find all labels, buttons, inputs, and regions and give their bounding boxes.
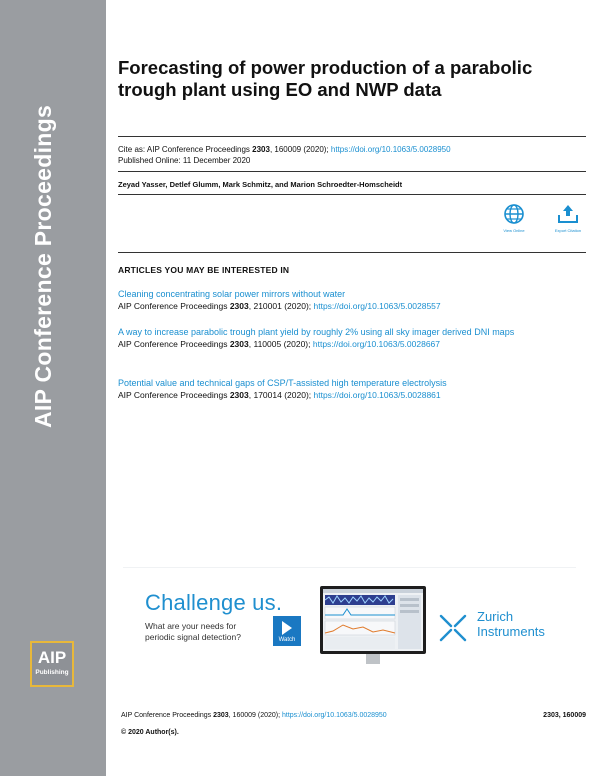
footer-copyright: © 2020 Author(s). [121,729,179,736]
related-heading: ARTICLES YOU MAY BE INTERESTED IN [118,265,290,275]
brand-line: Zurich [477,609,514,624]
related-article-citation [118,300,586,312]
ad-subtext-line: periodic signal detection? [145,632,241,642]
related-doi-link[interactable]: https://doi.org/10.1063/5.0028557 [313,301,441,311]
ad-subtext-line: What are your needs for [145,621,237,631]
logo-text-publishing: Publishing [35,669,69,676]
article-doi-link[interactable]: https://doi.org/10.1063/5.0028950 [330,145,451,154]
related-article-title-link[interactable]: Cleaning concentrating solar power mirrors without water [118,289,346,299]
zurich-instruments-logo-icon [438,613,468,643]
related-volume: 2303 [229,390,249,400]
view-online-label: View Online [503,228,525,233]
sidebar [0,0,106,776]
cite-volume: 2303 [252,145,270,154]
footer-rest: , 160009 (2020); [228,712,282,719]
globe-icon [503,203,525,225]
ad-headline: Challenge us. [145,590,283,615]
author-list: Zeyad Yasser, Detlef Glumm, Mark Schmitz, and Marion Schroedter-Homscheidt [118,180,403,189]
aip-publishing-logo[interactable] [30,641,74,687]
zurich-instruments-wordmark [477,609,545,639]
brand-line: Instruments [477,624,545,639]
citation-line [118,144,451,155]
export-icon [557,203,579,225]
related-article-title-link[interactable]: Potential value and technical gaps of CSP/T-assisted high temperature electrolysis [118,378,447,388]
related-volume: 2303 [229,301,249,311]
ad-subtext [145,621,241,643]
watch-button[interactable] [273,616,301,646]
title-divider [118,136,586,137]
logo-text-aip: AIP [37,648,67,667]
related-article [118,377,586,401]
related-divider [118,252,586,253]
export-citation-label: Export Citation [554,228,582,233]
related-article-title-link[interactable]: A way to increase parabolic trough plant yield by roughly 2% using all sky imager derived DNI maps [118,327,515,337]
article-title: Forecasting of power production of a parabolic trough plant using EO and NWP data [118,57,533,100]
related-rest: , 170014 (2020); [248,390,314,400]
footer-volume: 2303 [213,712,229,719]
related-rest: , 210001 (2020); [248,301,314,311]
footer-citation [121,712,387,719]
advertisement-banner[interactable] [123,567,576,661]
footer-page-number: , 160009 [558,712,586,719]
cite-prefix: Cite as: AIP Conference Proceedings [118,145,253,154]
related-volume: 2303 [229,339,249,349]
related-journal: AIP Conference Proceedings [118,339,230,349]
related-article [118,326,586,350]
related-journal: AIP Conference Proceedings [118,390,230,400]
related-doi-link[interactable]: https://doi.org/10.1063/5.0028861 [313,390,441,400]
watch-label: Watch [278,637,296,643]
published-date: Published Online: 11 December 2020 [118,156,251,165]
instrument-screen [323,589,423,651]
view-online-button[interactable] [496,203,532,234]
related-article [118,288,586,312]
related-journal: AIP Conference Proceedings [118,301,230,311]
authors-divider [118,194,586,195]
related-rest: , 110005 (2020); [248,339,313,349]
export-citation-button[interactable] [550,203,586,234]
related-doi-link[interactable]: https://doi.org/10.1063/5.0028667 [312,339,441,349]
related-article-citation [118,389,586,401]
play-icon [282,621,292,635]
footer-page-volume: 2303 [543,712,559,719]
footer-journal: AIP Conference Proceedings [121,712,214,719]
citation-divider [118,171,586,172]
related-article-citation [118,338,586,350]
footer-page-id [543,712,586,719]
footer-doi-link[interactable]: https://doi.org/10.1063/5.0028950 [282,712,387,719]
monitor-illustration [320,586,426,654]
journal-name: AIP Conference Proceedings [30,104,56,428]
monitor-stand [366,654,380,664]
signal-plot-graphic [323,589,423,651]
cite-rest: , 160009 (2020); [269,145,331,154]
